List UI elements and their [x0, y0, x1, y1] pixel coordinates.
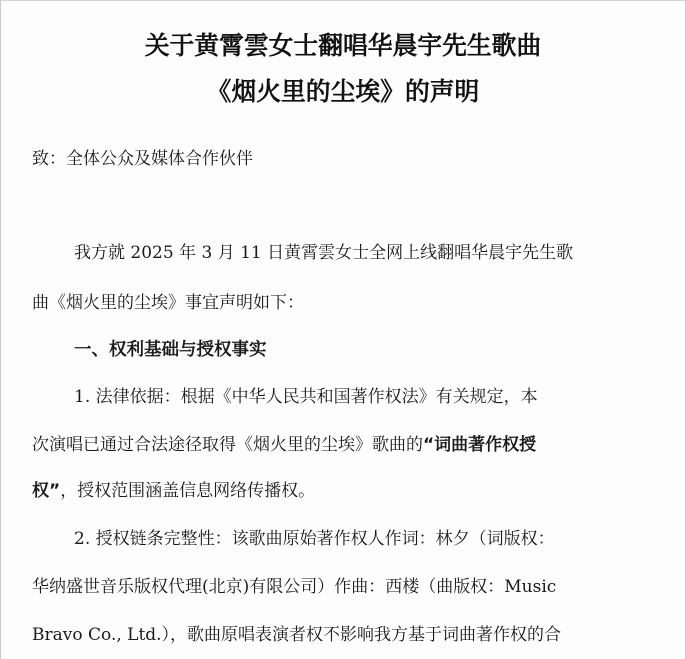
- item-1-line-2-plain: 次演唱已通过合法途径取得《烟火里的尘埃》歌曲的: [32, 435, 423, 455]
- document-title-line-2: 《烟火里的尘埃》的声明: [206, 77, 480, 106]
- item-1-line-2-bold: “词曲著作权授: [423, 435, 537, 455]
- salutation: 致：全体公众及媒体合作伙伴: [32, 149, 253, 169]
- item-1-line-3-plain: ，授权范围涵盖信息网络传播权。: [60, 481, 316, 501]
- document-title-line-1: 关于黄霄雲女士翻唱华晨宇先生歌曲: [144, 31, 542, 60]
- intro-line-2: 曲《烟火里的尘埃》事宜声明如下：: [32, 293, 304, 313]
- item-2-line-3: Bravo Co., Ltd.），歌曲原唱表演者权不影响我方基于词曲著作权的合: [32, 625, 562, 645]
- item-1-line-1: 1. 法律依据：根据《中华人民共和国著作权法》有关规定，本: [74, 387, 538, 407]
- section-1-heading: 一、权利基础与授权事实: [74, 340, 267, 360]
- intro-line-1: 我方就 2025 年 3 月 11 日黄霄雲女士全网上线翻唱华晨宇先生歌: [74, 243, 574, 263]
- item-1-line-2: [32, 430, 536, 455]
- item-2-line-2: 华纳盛世音乐版权代理(北京)有限公司）作曲：西楼（曲版权：Music: [32, 577, 557, 597]
- item-2-line-1: 2. 授权链条完整性：该歌曲原始著作权人作词：林夕（词版权：: [74, 529, 555, 549]
- item-1-line-3: [32, 476, 315, 501]
- item-1-line-3-bold: 权”: [32, 481, 61, 501]
